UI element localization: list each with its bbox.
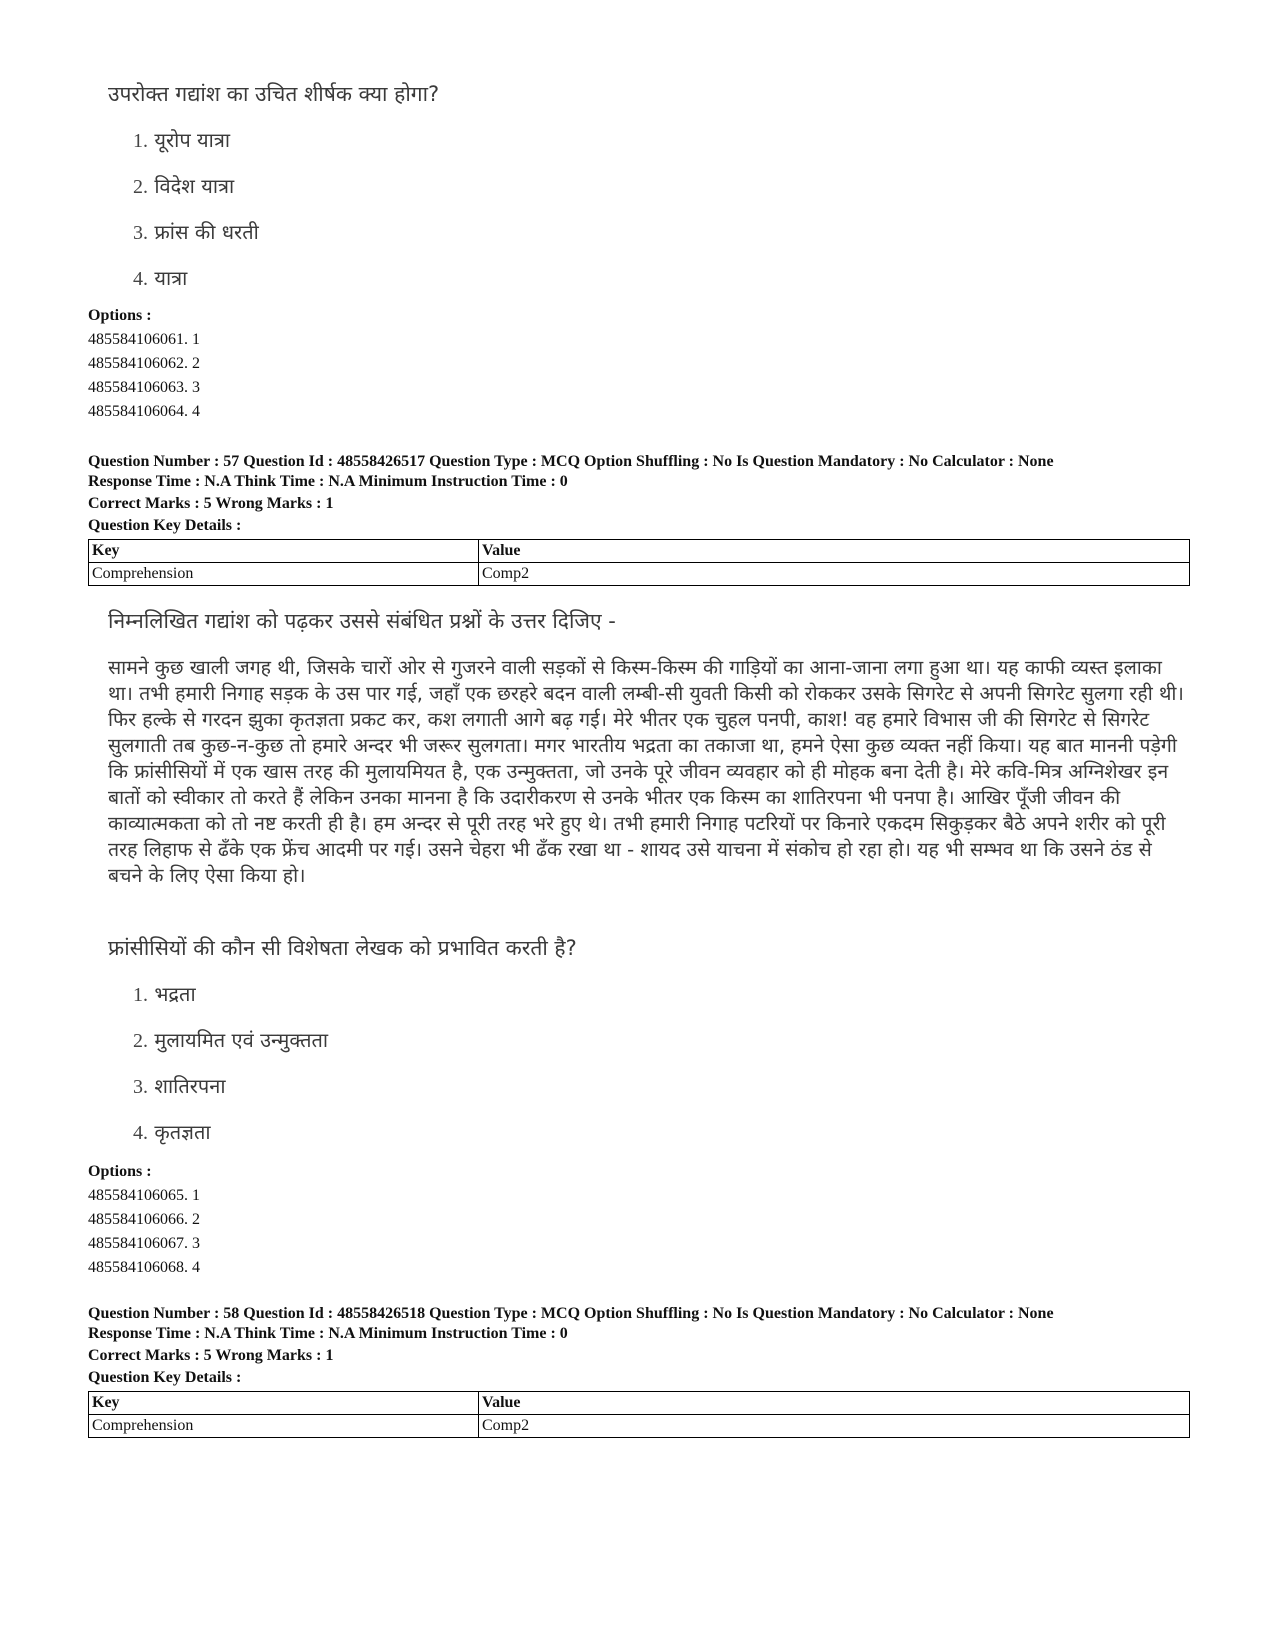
table-header-row xyxy=(89,1392,1190,1415)
options-block xyxy=(88,1160,200,1280)
question-text: फ्रांसीसियों की कौन सी विशेषता लेखक को प्रभावित करती है? xyxy=(108,936,577,960)
table-row xyxy=(89,563,1190,586)
choice-item: 2. मुलायमित एवं उन्मुक्तता xyxy=(133,1028,329,1052)
choice-item: 4. कृतज्ञता xyxy=(133,1120,211,1144)
option-id: 485584106066. 2 xyxy=(88,1211,200,1228)
header-key: Key xyxy=(89,1392,479,1415)
passage-heading: निम्नलिखित गद्यांश को पढ़कर उससे संबंधित प्रश्नों के उत्तर दिजिए - xyxy=(108,609,616,633)
question-meta: Question Number : 57 Question Id : 48558426517 Question Type : MCQ Option Shuffling : No Is Question Mandatory : No Calculator : None Response Time : N.A Think Time : N.A Minimum Instruction Time : 0 xyxy=(88,453,1054,490)
marks-line: Correct Marks : 5 Wrong Marks : 1 xyxy=(88,1347,334,1364)
option-id: 485584106065. 1 xyxy=(88,1187,200,1204)
header-value: Value xyxy=(479,540,1190,563)
options-label: Options : xyxy=(88,1163,152,1180)
table-header-row xyxy=(89,540,1190,563)
choice-item: 1. भद्रता xyxy=(133,982,196,1006)
options-label: Options : xyxy=(88,307,152,324)
cell-value: Comp2 xyxy=(479,563,1190,586)
key-details-label: Question Key Details : xyxy=(88,517,242,534)
choice-item: 3. शातिरपना xyxy=(133,1074,226,1098)
key-details-table xyxy=(88,539,1190,586)
header-key: Key xyxy=(89,540,479,563)
cell-key: Comprehension xyxy=(89,1415,479,1438)
option-id: 485584106064. 4 xyxy=(88,403,200,420)
option-id: 485584106061. 1 xyxy=(88,331,200,348)
options-block xyxy=(88,304,200,424)
choice-item: 3. फ्रांस की धरती xyxy=(133,220,259,244)
key-details-label: Question Key Details : xyxy=(88,1369,242,1386)
table-row xyxy=(89,1415,1190,1438)
choice-item: 1. यूरोप यात्रा xyxy=(133,128,231,152)
marks-line: Correct Marks : 5 Wrong Marks : 1 xyxy=(88,495,334,512)
key-details-table xyxy=(88,1391,1190,1438)
passage-text: सामने कुछ खाली जगह थी, जिसके चारों ओर से गुजरने वाली सड़कों से किस्म-किस्म की गाड़ियों का आना-जाना लगा हुआ था। यह काफी व्यस्त इलाका था। तभी हमारी निगाह सड़क के उस पार गई, जहाँ एक छरहरे बदन वाली लम्बी-सी युवती किसी को रोककर उसके सिगरेट से अपनी सिगरेट सुलगा रही थी। फिर हल्के से गरदन झुका कृतज्ञता प्रकट कर, कश लगाती आगे बढ़ गई। मेरे भीतर एक चुहल पनपी, काश! वह हमारे विभास जी की सिगरेट से सिगरेट सुलगाती तब कुछ-न-कुछ तो हमारे अन्दर भी जरूर सुलगता। मगर भारतीय भद्रता का तकाजा था, हमने ऐसा कुछ व्यक्त नहीं किया। यह बात माननी पड़ेगी कि फ्रांसीसियों में एक खास तरह की मुलायमियत है, एक उन्मुक्तता, जो उनके पूरे जीवन व्यवहार को ही मोहक बना देती है। मेरे कवि-मित्र अग्निशेखर इन बातों को स्वीकार तो करते हैं लेकिन उनका मानना है कि उदारीकरण से उनके भीतर एक किस्म का शातिरपना भी पनपा है। आखिर पूँजी जीवन की काव्यात्मकता को तो नष्ट करती ही है। हम अन्दर से पूरी तरह भरे हुए थे। तभी हमारी निगाह पटरियों पर किनारे एकदम सिकुड़कर बैठे अपने शरीर को पूरी तरह लिहाफ से ढँके एक फ्रेंच आदमी पर गई। उसने चेहरा भी ढँक रखा था - शायद उसे याचना में संकोच हो रहा हो। यह भी सम्भव था कि उसने ठंड से बचने के लिए ऐसा किया हो। xyxy=(108,656,1184,887)
option-id: 485584106068. 4 xyxy=(88,1259,200,1276)
option-id: 485584106067. 3 xyxy=(88,1235,200,1252)
cell-key: Comprehension xyxy=(89,563,479,586)
choice-item: 2. विदेश यात्रा xyxy=(133,174,235,198)
header-value: Value xyxy=(479,1392,1190,1415)
choice-item: 4. यात्रा xyxy=(133,266,188,290)
question-text: उपरोक्त गद्यांश का उचित शीर्षक क्या होगा? xyxy=(108,82,440,106)
question-meta: Question Number : 58 Question Id : 48558426518 Question Type : MCQ Option Shuffling : No Is Question Mandatory : No Calculator : None Response Time : N.A Think Time : N.A Minimum Instruction Time : 0 xyxy=(88,1305,1054,1342)
option-id: 485584106062. 2 xyxy=(88,355,200,372)
cell-value: Comp2 xyxy=(479,1415,1190,1438)
option-id: 485584106063. 3 xyxy=(88,379,200,396)
